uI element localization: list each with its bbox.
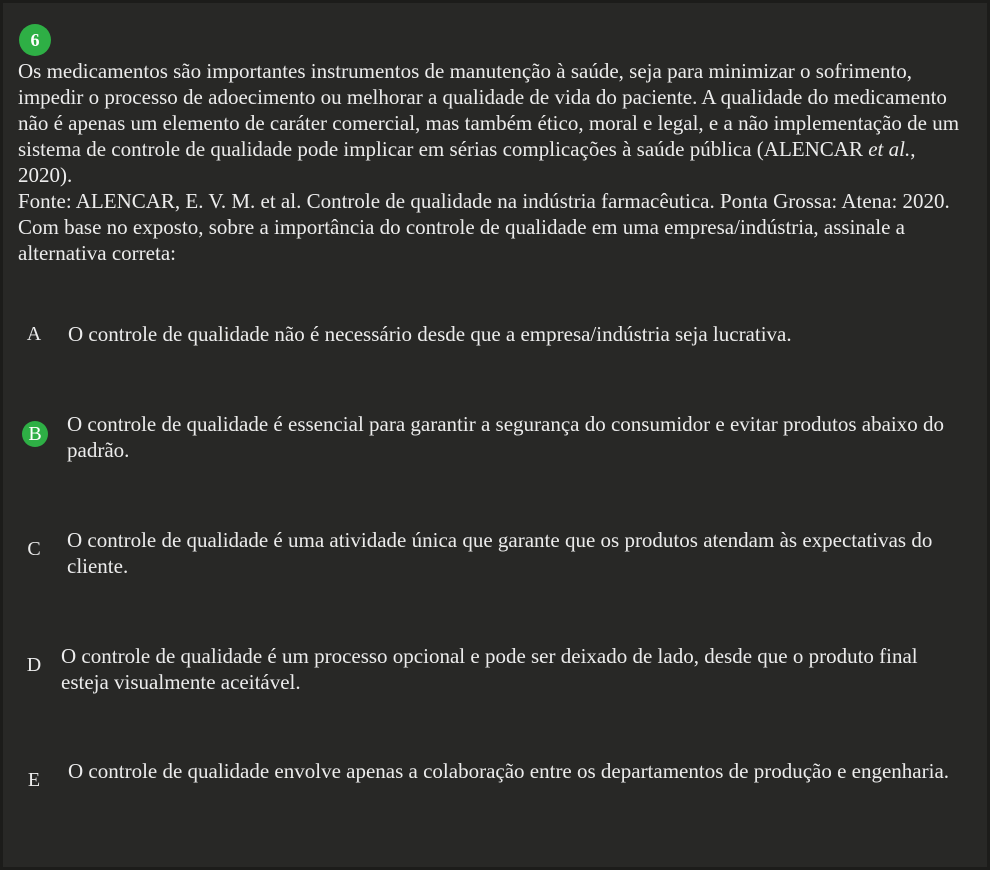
question-source: Fonte: ALENCAR, E. V. M. et al. Controle de qualidade na indústria farmacêutica. Ponta Grossa: Atena: 2020. [18, 189, 950, 213]
paragraph-main-text: Os medicamentos são importantes instrumentos de manutenção à saúde, seja para minimizar o sofrimento, impedir o processo de adoecimento ou melhorar a qualidade de vida do paciente. A qualidade do medicamento não é apenas um elemento de caráter comercial, mas também ético, moral e legal, e a não implementação de um sistema de controle de qualidade pode implicar em sérias complicações à saúde pública (ALENCAR [18, 59, 960, 161]
option-d-text: O controle de qualidade é um processo opcional e pode ser deixado de lado, desde que o produto final esteja visualmente aceitável. [61, 644, 918, 694]
option-d-letter[interactable]: D [26, 654, 42, 676]
option-c-letter[interactable]: C [27, 538, 41, 560]
option-a-letter[interactable]: A [26, 323, 42, 345]
option-b-text: O controle de qualidade é essencial para garantir a segurança do consumidor e evitar produtos abaixo do padrão. [67, 412, 944, 462]
option-b-letter-selected[interactable]: B [22, 421, 48, 447]
option-a-text: O controle de qualidade não é necessário desde que a empresa/indústria seja lucrativa. [68, 322, 792, 346]
question-number-badge: 6 [19, 24, 51, 56]
option-e-text: O controle de qualidade envolve apenas a colaboração entre os departamentos de produção e engenharia. [68, 759, 950, 783]
paragraph-end-text: , 2020). [18, 137, 916, 187]
question-stem [18, 58, 963, 266]
option-c-text: O controle de qualidade é uma atividade única que garante que os produtos atendam às expectativas do cliente. [67, 528, 933, 578]
question-prompt: Com base no exposto, sobre a importância do controle de qualidade em uma empresa/indústria, assinale a alternativa correta: [18, 215, 905, 265]
option-e-letter[interactable]: E [27, 769, 41, 791]
paragraph-italic-text: et al. [868, 137, 911, 161]
question-paragraph [18, 58, 963, 188]
